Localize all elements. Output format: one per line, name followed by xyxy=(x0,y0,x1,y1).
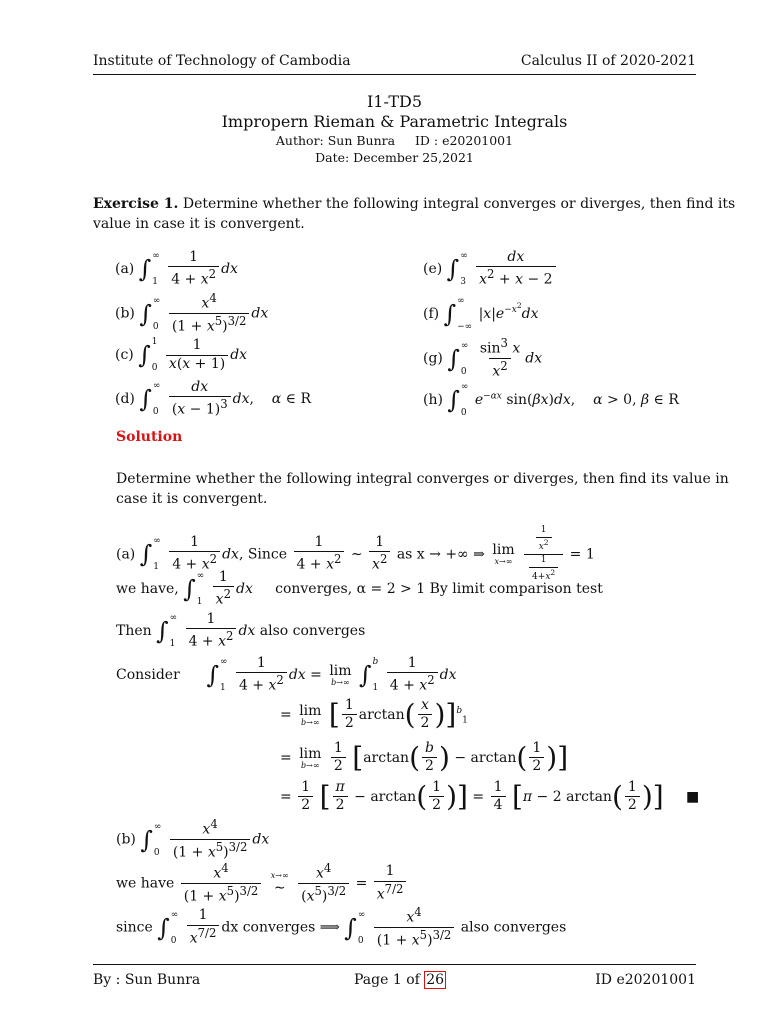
doc-title: Impropern Rieman & Parametric Integrals xyxy=(221,112,568,131)
solution-intro-1: Determine whether the following integral converges or diverges, then find its value in xyxy=(116,471,729,487)
solution-a-line6: = lim b→∞ $\frac{1}{2}$ [arctan( $\frac{b}{2}$ ) − arctan( $\frac{1}{2}$ )] xyxy=(280,740,569,775)
exercise-item-b: (b) ∫ ∞ 0 $\frac{x^4}{(1 + x^5)^{3/2}}$ dx xyxy=(115,291,269,335)
page-total-link[interactable]: 26 xyxy=(426,972,445,988)
exercise-item-f: (f) ∫ ∞ −∞ $|x|e^{-x^2}dx$ xyxy=(423,296,539,332)
solution-b-line2: we have $\frac{x^4}{(1 + x^5)^{3/2}}$ x→∞ ∼ $\frac{x^4}{(x^5)^{3/2}}$ = $\frac{1}{x^{7/2}}$ xyxy=(116,862,408,905)
exercise-item-g: (g) ∫ ∞ 0 $\frac{\sin^3 x}{x^2}$ dx xyxy=(423,336,543,380)
footer-id: ID e20201001 xyxy=(595,972,696,988)
exercise-item-d: (d) ∫ ∞ 0 $\frac{dx}{(x - 1)^3}$ dx, α ∈ R xyxy=(115,379,312,419)
author-line: Author: Sun Bunra ID : e20201001 xyxy=(275,133,514,148)
solution-a-line1: (a) ∫ ∞ 1 $\frac{1}{4 + x^2}$ dx, Since $\frac{1}{4 + x^2}$ ∼ $\frac{1}{x^2}$ as x → +∞ ⇒ lim x→∞ $\frac{\frac{1}{x^2}}{\frac{1}{4+x^2}}$ = 1 xyxy=(116,525,595,582)
header-course: Calculus II of 2020-2021 xyxy=(520,53,696,69)
solution-intro-2: case it is convergent. xyxy=(116,491,268,507)
solution-a-line4: Consider ∫ ∞ 1 $\frac{1}{4 + x^2}$ dx = lim b→∞ ∫ b 1 $\frac{1}{4 + x^2}$ dx xyxy=(116,655,457,695)
doc-code: I1-TD5 xyxy=(366,92,422,111)
exercise-item-a: (a) ∫ ∞ 1 $\frac{1}{4 + x^2}$ dx xyxy=(115,249,238,289)
exercise-item-h: (h) ∫ ∞ 0 $e^{-\alpha x}$ sin(βx)dx, α > 0, β ∈ R xyxy=(423,382,679,418)
footer-rule xyxy=(93,964,696,965)
exercise-statement xyxy=(93,196,735,212)
solution-a-line2: we have, ∫ ∞ 1 $\frac{1}{x^2}$ dx converges, α = 2 > 1 By limit comparison test xyxy=(116,569,603,609)
header-rule xyxy=(93,74,696,75)
header-institute: Institute of Technology of Cambodia xyxy=(93,53,351,69)
exercise-label: Exercise 1. xyxy=(93,196,179,212)
exercise-text: Determine whether the following integral converges or diverges, then find its xyxy=(182,196,736,212)
solution-a-line3: Then ∫ ∞ 1 $\frac{1}{4 + x^2}$ dx also converges xyxy=(116,611,366,651)
exercise-text-2: value in case it is convergent. xyxy=(93,216,305,232)
qed-mark: ■ xyxy=(685,788,700,805)
exercise-item-c: (c) ∫ 1 0 $\frac{1}{x(x + 1)}$ dx xyxy=(115,337,248,373)
exercise-item-e: (e) ∫ ∞ 3 $\frac{dx}{x^2 + x - 2}$ xyxy=(423,250,558,288)
solution-a-line5: = lim b→∞ [ $\frac{1}{2}$ arctan( $\frac{x}{2}$ )]$^b_1$ xyxy=(280,697,468,732)
date-line: Date: December 25,2021 xyxy=(315,150,474,165)
footer-page-number: Page 1 of 26 xyxy=(354,972,445,988)
solution-b-line3: since ∫ ∞ 0 $\frac{1}{x^{7/2}}$ dx converges ⟹ ∫ ∞ 0 $\frac{x^4}{(1 + x^5)^{3/2}}$ also converges xyxy=(116,905,567,949)
solution-a-line7: = $\frac{1}{2}$ [ $\frac{\pi}{2}$ − arctan( $\frac{1}{2}$ )] = $\frac{1}{4}$ [π − 2 arctan( $\frac{1}{2}$ )] ■ xyxy=(280,779,700,814)
footer-author: By : Sun Bunra xyxy=(93,972,201,988)
solution-heading: Solution xyxy=(116,429,183,445)
solution-b-line1: (b) ∫ ∞ 0 $\frac{x^4}{(1 + x^5)^{3/2}}$ dx xyxy=(116,817,270,861)
